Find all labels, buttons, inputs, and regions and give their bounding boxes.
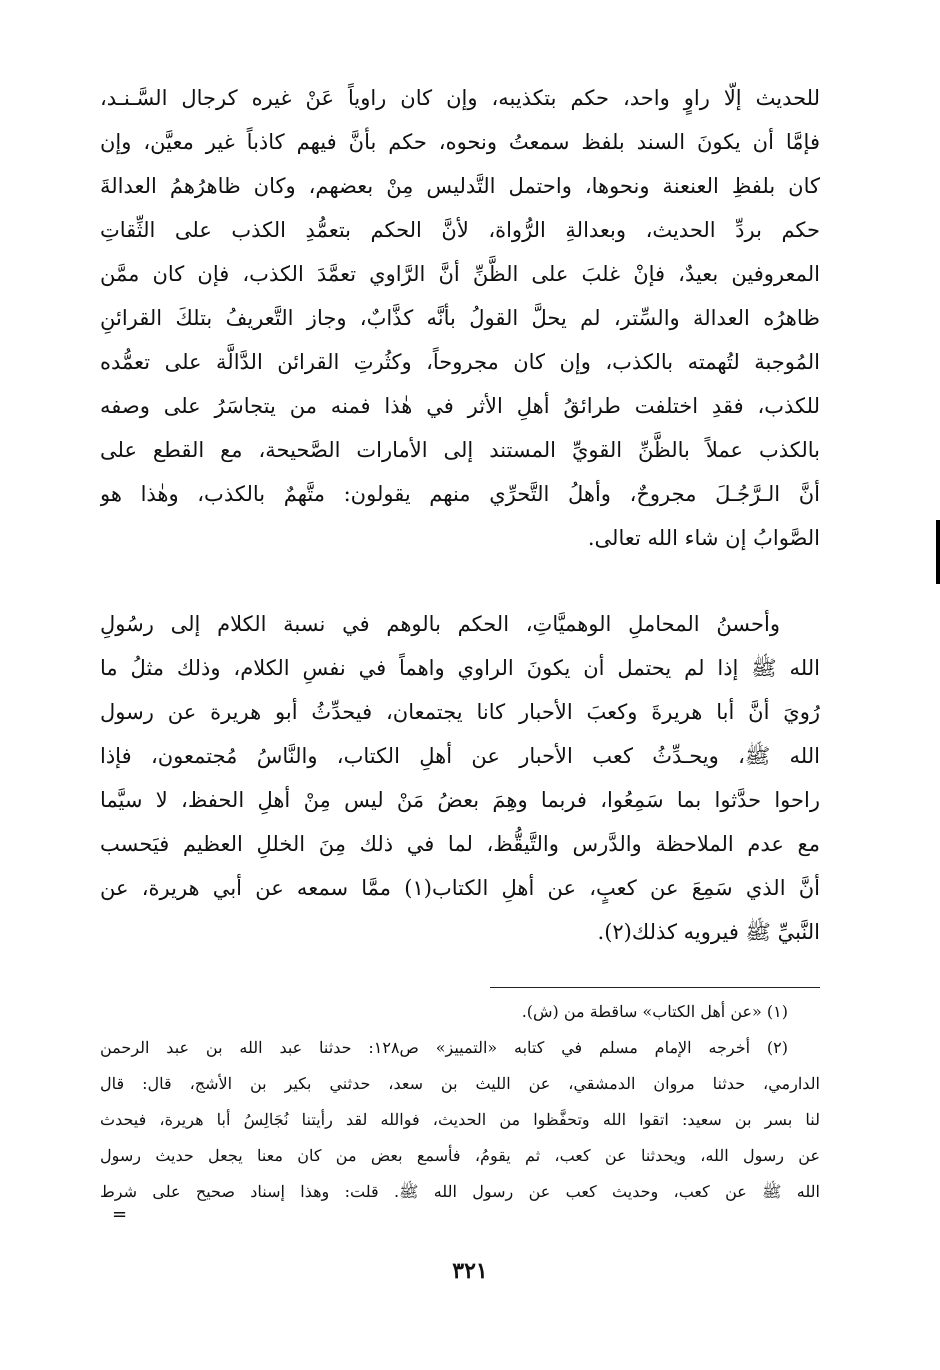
footnote-2: (٢) أخرجه الإمام مسلم في كتابه «التمييز» ص١٢٨: حدثنا عبد الله بن عبد الرحمن bbox=[100, 1038, 789, 1057]
text-line: بالكذب عملاً بالظَّنِّ القويِّ المستند إلى الأمارات الصَّحيحة، مع القطع على bbox=[100, 438, 820, 462]
text-line: أنَّ الـرَّجُـلَ مجروحٌ، وأهلُ التَّحرِّي منهم يقولون: متَّهمٌ بالكذب، وهٰذا هو bbox=[100, 482, 820, 506]
page-number: ٣٢١ bbox=[452, 1258, 488, 1284]
text-line: الله ﷺ، ويحـدِّثُ كعب الأحبار عن أهلِ الكتاب، والنَّاسُ مُجتمعون، فإذا bbox=[100, 744, 820, 768]
footnote-2-line: الله ﷺ عن كعب، وحديث كعب عن رسول الله ﷺ. قلت: وهذا إسناد صحيح على شرط bbox=[100, 1182, 820, 1201]
text-line: النَّبيِّ ﷺ فيرويه كذلك(٢). bbox=[597, 920, 820, 944]
footnote-2-line: الدارمي، حدثنا مروان الدمشقي، عن الليث بن سعد، حدثني بكير بن الأشج، قال: قال bbox=[100, 1074, 820, 1093]
text-line: المُوجبة لتُهمته بالكذب، وإن كان مجروحاً، وكثُرتِ القرائن الدَّالَّة على تعمُّده bbox=[100, 350, 820, 374]
text-line: راحوا حدَّثوا بما سَمِعُوا، فربما وهِمَ بعضُ مَنْ ليس مِنْ أهلِ الحفظ، لا سيَّما bbox=[100, 788, 820, 812]
text-line: للحديث إلّا راوٍ واحد، حكم بتكذيبه، وإن كان راوياً عَنْ غيره كرجال السَّـنـد، bbox=[100, 86, 820, 110]
footnote-2-line: عن رسول الله، ويحدثنا عن كعب، ثم يقومُ، فأسمع بعض من كان معنا يجعل حديث رسول bbox=[100, 1146, 820, 1165]
text-line: المعروفين بعيدٌ، فإنْ غلبَ على الظَّنِّ أنَّ الرَّاوي تعمَّدَ الكذب، فإن كان ممَّن bbox=[100, 262, 820, 286]
footnote-divider bbox=[490, 987, 820, 988]
text-line: فإمَّا أن يكونَ السند بلفظ سمعتُ ونحوه، حكم بأنَّ فيهم كاذباً غير معيَّن، وإن bbox=[100, 130, 820, 154]
paragraph-2 bbox=[100, 602, 820, 954]
footnote-1: (١) «عن أهل الكتاب» ساقطة من (ش). bbox=[521, 1002, 788, 1021]
text-line: ظاهرُه العدالة والسِّتر، لم يحلَّ القولُ بأنَّه كذَّابٌ، وجاز التَّعريفُ بتلكَ القرائنِ bbox=[100, 306, 820, 330]
continuation-mark: = bbox=[112, 1204, 128, 1225]
text-line: كان بلفظِ العنعنة ونحوها، واحتمل التَّدليس مِنْ بعضهم، وكان ظاهرُهمُ العدالةَ bbox=[100, 174, 820, 198]
text-line: رُويَ أنَّ أبا هريرةَ وكعبَ الأحبار كانا يجتمعان، فيحدِّثُ أبو هريرة عن رسول bbox=[100, 700, 820, 724]
paragraph-1 bbox=[100, 76, 820, 560]
text-line: حكم بردِّ الحديث، وبعدالةِ الرُّواة، لأنَّ الحكم بتعمُّدِ الكذب على الثِّقاتِ bbox=[100, 218, 820, 242]
footnote-2-line: لنا بسر بن سعيد: اتقوا الله وتحفَّظوا من الحديث، فوالله لقد رأيتنا نُجَالِسُ أبا هريرة، فيحدث bbox=[100, 1110, 820, 1129]
text-line: الله ﷺ إذا لم يحتمل أن يكونَ الراوي واهماً في نفسِ الكلام، وذلك مثلُ ما bbox=[100, 656, 820, 680]
margin-bar bbox=[936, 520, 940, 584]
footnotes bbox=[100, 994, 820, 1210]
text-line: للكذب، فقدِ اختلفت طرائقُ أهلِ الأثر في هٰذا فمنه من يتجاسَرُ على وصفه bbox=[100, 394, 820, 418]
text-line: الصَّوابُ إن شاء الله تعالى. bbox=[587, 526, 820, 550]
text-line: مع عدم الملاحظة والدَّرس والتَّيقُّظ، لما في ذلك مِنَ الخللِ العظيم فيَحسب bbox=[100, 832, 820, 856]
text-line: أنَّ الذي سَمِعَ عن كعبٍ، عن أهلِ الكتاب(١) ممَّا سمعه عن أبي هريرة، عن bbox=[100, 876, 820, 900]
text-line: وأحسنُ المحاملِ الوهميَّاتِ، الحكم بالوهم في نسبة الكلام إلى رسُولِ bbox=[100, 612, 780, 636]
